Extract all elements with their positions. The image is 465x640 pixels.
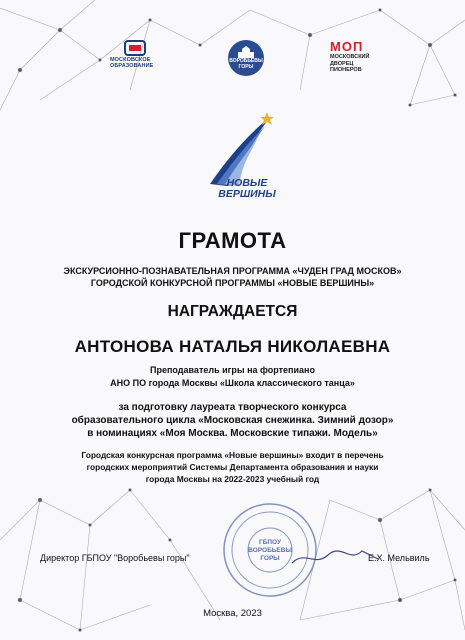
emblem-line1: НОВЫЕ (226, 177, 268, 189)
note-line2: городских мероприятий Системы Департамента образования и науки (86, 462, 379, 472)
city-year: Москва, 2023 (203, 608, 262, 619)
program-note (0, 449, 465, 485)
stamp-line2: ВОРОБЬЕВЫ (248, 547, 292, 554)
subtitle-line2: ГОРОДСКОЙ КОНКУРСНОЙ ПРОГРАММЫ «НОВЫЕ ВЕРШИНЫ» (90, 278, 375, 288)
recipient-position (0, 364, 465, 390)
award-reason (0, 401, 465, 440)
subtitle-line1: ЭКСКУРСИОННО-ПОЗНАВАТЕЛЬНАЯ ПРОГРАММА «ЧУДЕН ГРАД МОСКОВ» (63, 266, 402, 276)
moscow-education-logo (110, 40, 170, 70)
mo-label-line2: ОБРАЗОВАНИЕ (110, 63, 154, 69)
note-line3: города Москвы на 2022-2023 учебный год (145, 474, 320, 484)
emblem-line2: ВЕРШИНЫ (218, 188, 276, 200)
reason-line3: в номинациях «Моя Москва. Московские типажи. Модель» (87, 428, 378, 439)
reason-line1: за подготовку лауреата творческого конкурса (118, 402, 347, 413)
recipient-name: АНТОНОВА НАТАЛЬЯ НИКОЛАЕВНА (74, 337, 391, 356)
emblem-text (202, 178, 292, 200)
vg-label-line1: ВОРОБЬЁВЫ (229, 58, 263, 64)
mdp-line3: ПИОНЕРОВ (330, 67, 362, 73)
awarded-heading: НАГРАЖДАЕТСЯ (167, 303, 298, 320)
mdp-mark: МОП (330, 39, 364, 54)
mdp-line1: МОСКОВСКИЙ (330, 54, 370, 60)
certificate-title: ГРАМОТА (178, 228, 287, 253)
moscow-education-icon (124, 40, 146, 56)
stamp-line1: ГБПОУ (259, 539, 281, 546)
vg-label-line2: ГОРЫ (238, 64, 254, 70)
mo-label-line1: МОСКОВСКОЕ (110, 57, 151, 63)
program-subtitle (0, 265, 465, 289)
mdp-line2: ДВОРЕЦ (330, 60, 354, 67)
note-line1: Городская конкурсная программа «Новые вершины» входит в перечень (81, 450, 384, 460)
job-line2: АНО ПО города Москвы «Школа классического танца» (110, 378, 355, 388)
moscow-pioneers-palace-logo (330, 40, 390, 80)
signature-scribble-icon (290, 545, 380, 570)
reason-line2: образовательного цикла «Московская снежинка. Зимний дозор» (71, 415, 394, 426)
vorobyovy-gory-logo (228, 40, 264, 76)
job-line1: Преподаватель игры на фортепиано (150, 365, 315, 375)
director-title: Директор ГБПОУ "Воробьевы горы" (40, 553, 190, 563)
director-name: Е.Х. Мельвиль (368, 553, 430, 563)
stamp-line3: ГОРЫ (260, 555, 280, 562)
